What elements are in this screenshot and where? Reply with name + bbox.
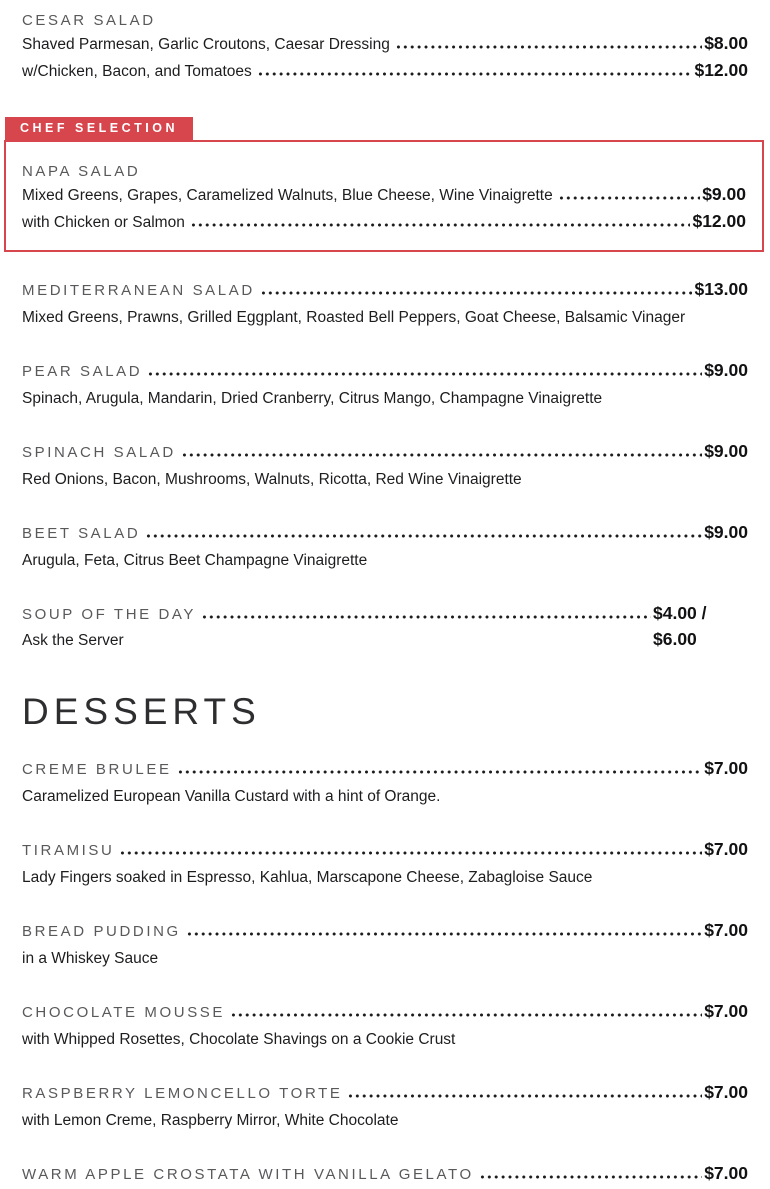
menu-item-description: with Lemon Creme, Raspberry Mirror, White Chocolate: [22, 1112, 399, 1129]
menu-item-description: with Chicken or Salmon: [22, 214, 185, 231]
menu-item: [22, 758, 748, 809]
dotted-leader: [347, 1094, 702, 1098]
priced-line: [22, 184, 746, 211]
soup-second-line: [22, 629, 748, 654]
menu-item: [22, 1001, 748, 1052]
menu-item-price: $9.00: [702, 184, 746, 204]
menu-item-description: in a Whiskey Sauce: [22, 950, 159, 967]
dotted-leader: [257, 72, 693, 76]
priced-line: [22, 441, 748, 467]
dotted-leader: [145, 534, 702, 538]
menu-item-title: SOUP OF THE DAY: [22, 606, 197, 623]
priced-line: [22, 1001, 748, 1027]
menu-item-price: $7.00: [704, 920, 748, 940]
menu-item-description: Caramelized European Vanilla Custard with a hint of Orange.: [22, 788, 441, 805]
menu-item-description: Mixed Greens, Grapes, Caramelized Walnuts, Blue Cheese, Wine Vinaigrette: [22, 187, 553, 204]
menu-item-title: MEDITERRANEAN SALAD: [22, 282, 255, 299]
menu-item-price: $13.00: [694, 279, 748, 299]
menu-item-title: WARM APPLE CROSTATA WITH VANILLA GELATO: [22, 1166, 474, 1183]
menu-item-description: Red Onions, Bacon, Mushrooms, Walnuts, Ricotta, Red Wine Vinaigrette: [22, 471, 522, 488]
dotted-leader: [260, 291, 693, 295]
menu-item-price: $7.00: [704, 839, 748, 859]
dotted-leader: [181, 453, 702, 457]
priced-line: [22, 211, 746, 238]
desserts-section-heading: DESSERTS: [22, 691, 261, 732]
dotted-leader: [395, 45, 702, 49]
priced-line: [22, 1082, 748, 1108]
menu-item: [22, 441, 748, 492]
priced-line: [22, 920, 748, 946]
menu-item: [22, 279, 748, 330]
partial-menu-item: [22, 1163, 748, 1189]
menu-item-title: SPINACH SALAD: [22, 444, 176, 461]
menu-item-price: $7.00: [704, 1163, 748, 1183]
menu-item-price: $9.00: [704, 441, 748, 461]
menu-item-description: w/Chicken, Bacon, and Tomatoes: [22, 63, 252, 80]
menu-item-title: TIRAMISU: [22, 842, 115, 859]
menu-item-description: Spinach, Arugula, Mandarin, Dried Cranberry, Citrus Mango, Champagne Vinaigrette: [22, 390, 603, 407]
menu-item-price: $12.00: [694, 60, 748, 80]
menu-item-title: BEET SALAD: [22, 525, 141, 542]
priced-line: [22, 33, 748, 60]
dotted-leader: [177, 770, 703, 774]
menu-item-price-small: $4.00 /: [653, 603, 707, 623]
priced-line: [22, 522, 748, 548]
menu-item-description: with Whipped Rosettes, Chocolate Shavings on a Cookie Crust: [22, 1031, 456, 1048]
menu-item-title: CESAR SALAD: [22, 12, 156, 29]
menu-item: [22, 360, 748, 411]
menu-item-title: CREME BRULEE: [22, 761, 172, 778]
menu-item-price: $8.00: [704, 33, 748, 53]
menu-item: [22, 839, 748, 890]
menu-item-price: $9.00: [704, 522, 748, 542]
menu-item: [22, 920, 748, 971]
menu-item-soup-of-the-day: [22, 603, 748, 654]
menu-item: [22, 522, 748, 573]
menu-item-description: Ask the Server: [22, 632, 124, 649]
dotted-leader: [190, 223, 691, 227]
dotted-leader: [479, 1175, 702, 1179]
priced-line: [22, 1163, 748, 1189]
dotted-leader: [558, 196, 701, 200]
menu-item-price: $7.00: [704, 758, 748, 778]
dotted-leader: [201, 615, 651, 619]
priced-line: [22, 360, 748, 386]
menu-item-price: $9.00: [704, 360, 748, 380]
menu-item-title: CHOCOLATE MOUSSE: [22, 1004, 226, 1021]
menu-item-title: BREAD PUDDING: [22, 923, 181, 940]
menu-item-description: Arugula, Feta, Citrus Beet Champagne Vinaigrette: [22, 552, 368, 569]
menu-item-title: NAPA SALAD: [22, 163, 141, 180]
menu-item-description: Shaved Parmesan, Garlic Croutons, Caesar Dressing: [22, 36, 390, 53]
priced-line: [22, 603, 748, 629]
desserts-list: [22, 758, 748, 1133]
menu-item-napa-salad: [22, 160, 746, 238]
menu-item: [22, 1082, 748, 1133]
chef-selection-block: [4, 117, 764, 252]
salads-list: [22, 279, 748, 573]
menu-item-description: Mixed Greens, Prawns, Grilled Eggplant, Roasted Bell Peppers, Goat Cheese, Balsamic Vinager: [22, 309, 686, 326]
chef-selection-box: [4, 140, 764, 252]
menu-item-cesar-salad: [22, 9, 748, 87]
menu-item-title: RASPBERRY LEMONCELLO TORTE: [22, 1085, 343, 1102]
menu-item-title: PEAR SALAD: [22, 363, 143, 380]
menu-item-price: $7.00: [704, 1082, 748, 1102]
priced-line: [22, 839, 748, 865]
chef-selection-badge: CHEF SELECTION: [5, 117, 193, 140]
menu-item-price-large: $6.00: [653, 629, 697, 649]
dotted-leader: [147, 372, 702, 376]
menu-item-price: $7.00: [704, 1001, 748, 1021]
dotted-leader: [230, 1013, 702, 1017]
dotted-leader: [119, 851, 702, 855]
menu-item-description: Lady Fingers soaked in Espresso, Kahlua, Marscapone Cheese, Zabagloise Sauce: [22, 869, 593, 886]
priced-line: [22, 60, 748, 87]
priced-line: [22, 758, 748, 784]
menu-item-price: $12.00: [692, 211, 746, 231]
priced-line: [22, 279, 748, 305]
dotted-leader: [186, 932, 702, 936]
